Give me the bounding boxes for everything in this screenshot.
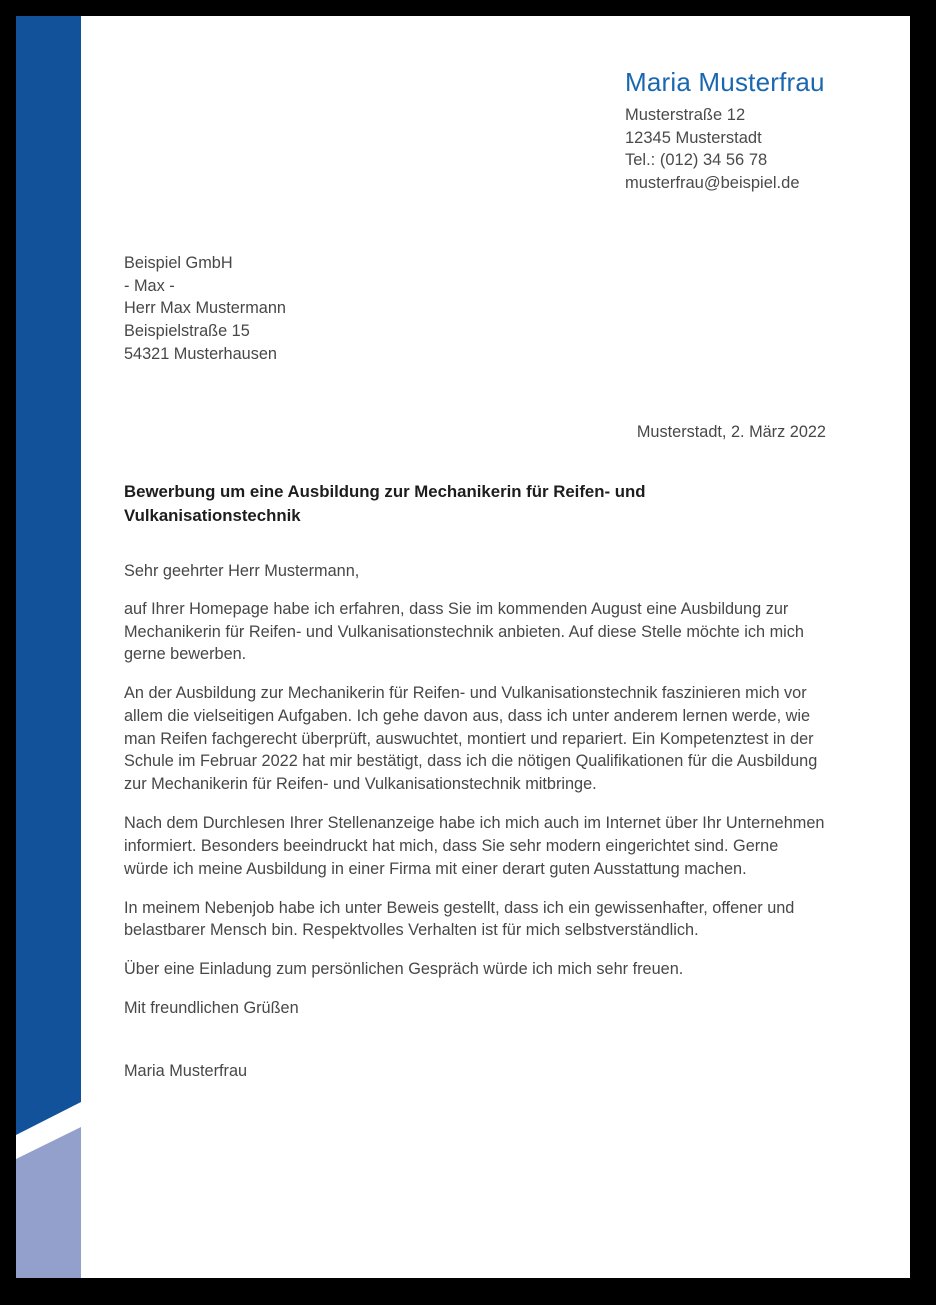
paragraph-4: In meinem Nebenjob habe ich unter Beweis gestellt, dass ich ein gewissenhafter, offener und belastbarer Mensch bin. Respektvolles Verhalten ist für mich selbstverständlich. [124,898,795,940]
closing-formula: Mit freundlichen Grüßen [124,999,299,1018]
sender-block [625,66,895,195]
recipient-company: Beispiel GmbH [124,254,233,272]
decorative-side-stripe [16,16,81,1278]
letter-body [124,252,826,1083]
sender-city: 12345 Musterstadt [625,128,762,147]
letter-page [16,16,910,1278]
stripe-dark-segment [16,16,81,1278]
recipient-shortname: - Max - [124,276,175,295]
date-line: Musterstadt, 2. März 2022 [636,422,826,441]
sender-street: Musterstraße 12 [625,106,746,124]
recipient-person: Herr Max Mustermann [124,299,286,318]
paragraph-2: An der Ausbildung zur Mechanikerin für Reifen- und Vulkanisationstechnik faszinieren mich vor allem die vielseitigen Aufgaben. Ich gehe davon aus, dass ich unter anderem lernen werde, wie man Reifen fachgerecht überprüft, auswuchtet, montiert und repariert. Ein Kompetenztest in der Schule im Februar 2022 hat mir bestätigt, dass ich die nötigen Qualifikationen für die Ausbildung zur Mechanikerin für Reifen- und Vulkanisationstechnik mitbringe. [124,684,818,794]
recipient-block [124,252,826,366]
subject-line: Bewerbung um eine Ausbildung zur Mechanikerin für Reifen- und Vulkanisationstechnik [124,482,646,526]
sender-email: musterfrau@beispiel.de [625,174,800,193]
sender-phone: Tel.: (012) 34 56 78 [625,151,768,170]
sender-name: Maria Musterfrau [625,67,825,97]
recipient-street: Beispielstraße 15 [124,322,250,341]
paragraph-3: Nach dem Durchlesen Ihrer Stellenanzeige habe ich mich auch im Internet über Ihr Unternehmen informiert. Besonders beeindruckt hat mich, dass Sie sehr modern eingerichtet sind. Gerne würde ich meine Ausbildung in einer Firma mit einer derart guten Ausstattung machen. [124,814,825,878]
paragraph-1: auf Ihrer Homepage habe ich erfahren, dass Sie im kommenden August eine Ausbildung zur Mechanikerin für Reifen- und Vulkanisationstechnik anbieten. Auf diese Stelle möchte ich mich gerne bewerben. [124,599,804,664]
signature-name: Maria Musterfrau [124,1061,248,1080]
salutation: Sehr geehrter Herr Mustermann, [124,562,360,581]
recipient-city: 54321 Musterhausen [124,344,277,363]
paragraph-5: Über eine Einladung zum persönlichen Gespräch würde ich mich sehr freuen. [124,960,684,979]
